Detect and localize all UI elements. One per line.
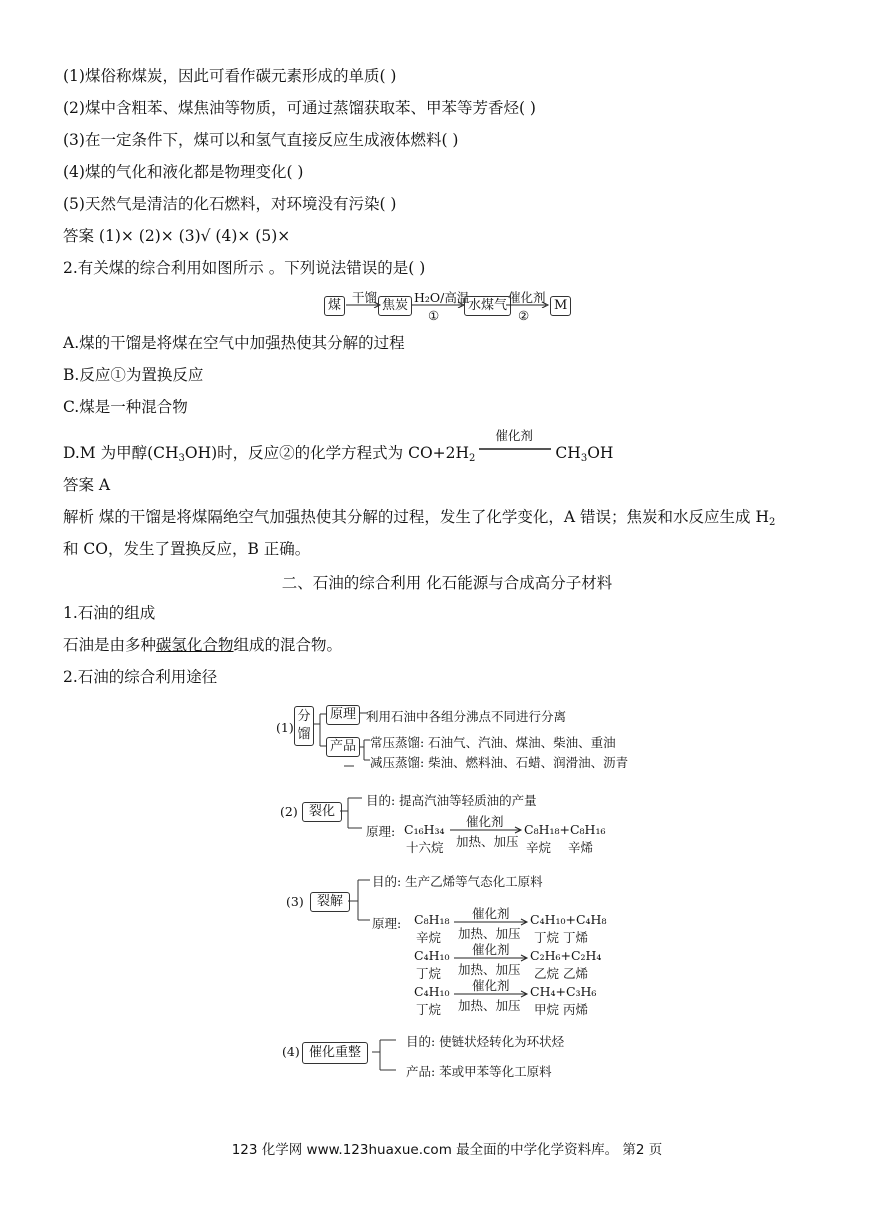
- pyrolysis-principle-label: 原理:: [372, 916, 402, 931]
- diagram-pyrolysis: [276, 868, 636, 1018]
- judge-item-1: (1)煤俗称煤炭，因此可看作碳元素形成的单质( ): [63, 67, 397, 85]
- flow-catalyst: 催化剂: [508, 290, 546, 305]
- principle-box-1: 原理: [326, 705, 360, 725]
- pyrolysis-catalyst-1: 催化剂: [472, 906, 510, 921]
- pyrolysis-aim: 目的: 生产乙烯等气态化工原料: [372, 874, 543, 889]
- diagram-2-number: (2): [280, 804, 298, 819]
- flow-m: M: [550, 296, 571, 316]
- cracking-condition: 加热、加压: [456, 834, 519, 849]
- option-a: A.煤的干馏是将煤在空气中加强热使其分解的过程: [63, 334, 405, 352]
- diagram-3-number: (3): [286, 894, 304, 909]
- cracking-product-1: 辛烷: [526, 840, 552, 855]
- judge-item-2: (2)煤中含粗苯、煤焦油等物质，可通过蒸馏获取苯、甲苯等芳香烃( ): [63, 99, 536, 117]
- flow-arrow-3: [506, 298, 550, 308]
- question-2-stem: 2.有关煤的综合利用如图所示 。下列说法错误的是( ): [63, 259, 426, 277]
- cracking-reactant: C₁₆H₃₄: [404, 822, 445, 837]
- pyrolysis-catalyst-2: 催化剂: [472, 942, 510, 957]
- reforming-box: 催化重整: [302, 1042, 368, 1064]
- pyrolysis-reactant-3: C₄H₁₀: [414, 984, 450, 999]
- pyrolysis-arrow-2: [454, 954, 530, 962]
- pyrolysis-reactant-1: C₈H₁₈: [414, 912, 450, 927]
- diagram-cracking: [276, 790, 636, 860]
- cracking-principle-label: 原理:: [366, 824, 396, 839]
- pyrolysis-product-names-3: 甲烷 丙烯: [534, 1002, 588, 1017]
- pyrolysis-products-1: C₄H₁₀+C₄H₈: [530, 912, 607, 927]
- pyrolysis-reactant-2: C₄H₁₀: [414, 948, 450, 963]
- pyrolysis-reactant-name-2: 丁烷: [416, 966, 442, 981]
- flow-dry-label: 干馏: [352, 290, 378, 305]
- flow-num-1: ①: [428, 308, 440, 323]
- pyrolysis-condition-2: 加热、加压: [458, 962, 521, 977]
- pyrolysis-condition-3: 加热、加压: [458, 998, 521, 1013]
- judge-item-5: (5)天然气是清洁的化石燃料，对环境没有污染( ): [63, 195, 397, 213]
- flow-num-2: ②: [518, 308, 530, 323]
- flow-water-gas: 水煤气: [464, 296, 511, 316]
- judge-item-4: (4)煤的气化和液化都是物理变化( ): [63, 163, 304, 181]
- pyrolysis-arrow-3: [454, 990, 530, 998]
- option-b: B.反应①为置换反应: [63, 366, 204, 384]
- option-d: D.M 为甲醇$(CH_3OH)$时，反应②的化学方程式为 $CO+2H_2$ 催化剂 $CH_3OH$: [63, 428, 614, 464]
- pyrolysis-products-2: C₂H₆+C₂H₄: [530, 948, 602, 963]
- cracking-products: C₈H₁₈+C₈H₁₆: [524, 822, 606, 837]
- cracking-aim: 目的: 提高汽油等轻质油的产量: [366, 793, 537, 808]
- product-line-1: 常压蒸馏: 石油气、汽油、煤油、柴油、重油: [370, 735, 616, 750]
- brace-4: [372, 1026, 402, 1086]
- diagram-1-number: (1): [276, 720, 294, 735]
- judge-item-3: (3)在一定条件下，煤可以和氢气直接反应生成液体燃料( ): [63, 131, 459, 149]
- question-2-answer: 答案 A: [63, 476, 111, 494]
- pyrolysis-reactant-name-3: 丁烷: [416, 1002, 442, 1017]
- pyrolysis-products-3: CH₄+C₃H₆: [530, 984, 597, 999]
- product-box-1: 产品: [326, 737, 360, 757]
- reforming-aim: 目的: 使链状烃转化为环状烃: [406, 1034, 565, 1049]
- cracking-catalyst: 催化剂: [466, 814, 504, 829]
- product-line-2: 减压蒸馏: 柴油、燃料油、石蜡、润滑油、沥青: [370, 755, 629, 770]
- cracking-box: 裂化: [302, 802, 342, 822]
- coal-flow-diagram: [322, 288, 582, 324]
- flow-arrow-1: [346, 298, 382, 308]
- flow-cond-1: H₂O/高温: [414, 290, 470, 305]
- section-title: 二、石油的综合利用 化石能源与合成高分子材料: [281, 574, 613, 592]
- diagram-reforming: [276, 1026, 636, 1086]
- cracking-reactant-name: 十六烷: [406, 840, 444, 855]
- flow-coal: 煤: [324, 296, 345, 316]
- paragraph-1: 石油是由多种碳氢化合物组成的混合物。: [63, 636, 343, 654]
- flow-arrow-2: [412, 298, 466, 308]
- diagram-fractionation: [276, 700, 636, 780]
- pyrolysis-reactant-name-1: 辛烷: [416, 930, 442, 945]
- fractionation-box: 分馏: [294, 706, 314, 746]
- cracking-product-2: 辛烯: [568, 840, 594, 855]
- heading-2: 2.石油的综合利用途径: [63, 668, 218, 686]
- connector-1: [360, 712, 368, 716]
- option-c: C.煤是一种混合物: [63, 398, 188, 416]
- reforming-product: 产品: 苯或甲苯等化工原料: [406, 1064, 552, 1079]
- pyrolysis-product-names-2: 乙烷 乙烯: [534, 966, 588, 981]
- diagram-4-number: (4): [282, 1044, 300, 1059]
- pyrolysis-condition-1: 加热、加压: [458, 926, 521, 941]
- analysis-line-2: 和 CO，发生了置换反应，B 正确。: [63, 540, 311, 558]
- pyrolysis-catalyst-3: 催化剂: [472, 978, 510, 993]
- pyrolysis-arrow-1: [454, 918, 530, 926]
- analysis-line-1: 解析 煤的干馏是将煤隔绝空气加强热使其分解的过程，发生了化学变化，A 错误；焦炭和水反应生成 $H_2$: [63, 508, 776, 528]
- equation-catalyst: 催化剂: [475, 444, 555, 458]
- heading-1: 1.石油的组成: [63, 604, 156, 622]
- brace-1b: [360, 730, 370, 770]
- principle-text-1: 利用石油中各组分沸点不同进行分离: [366, 709, 567, 724]
- page-footer: 123 化学网 www.123huaxue.com 最全面的中学化学资料库。 第2 页: [231, 1142, 663, 1158]
- judge-answer: 答案 (1)× (2)× (3)√ (4)× (5)×: [63, 227, 291, 245]
- pyrolysis-product-names-1: 丁烷 丁烯: [534, 930, 588, 945]
- flow-coke: 焦炭: [378, 296, 412, 316]
- pyrolysis-box: 裂解: [310, 892, 350, 912]
